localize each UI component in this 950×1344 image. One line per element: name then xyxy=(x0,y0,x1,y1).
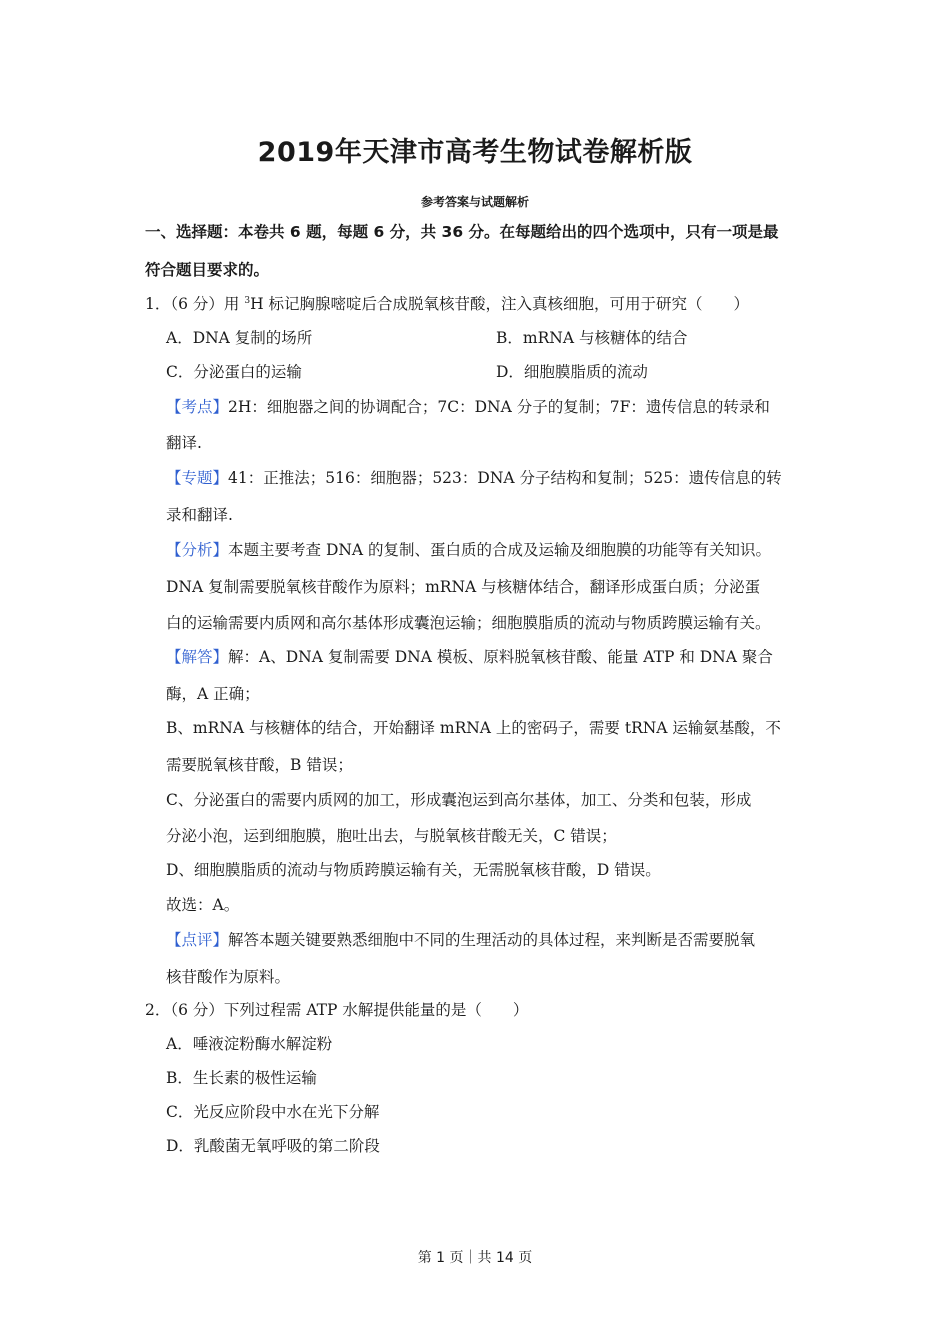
q1-zhuanti xyxy=(166,468,782,488)
zhuanti-text-1: 41：正推法；516：细胞器；523：DNA 分子结构和复制；525：遗传信息的转 xyxy=(228,469,782,487)
q1-fenxi xyxy=(166,540,771,560)
q1-jieda-5: C、分泌蛋白的需要内质网的加工，形成囊泡运到高尔基体，加工、分类和包装，形成 xyxy=(166,791,752,809)
dianping-tag: 【点评】 xyxy=(166,931,229,949)
q1-jieda-3: B、mRNA 与核糖体的结合，开始翻译 mRNA 上的密码子，需要 tRNA 运输氨基酸，不 xyxy=(166,719,781,737)
q1-jieda-4: 需要脱氧核苷酸，B 错误； xyxy=(166,756,353,774)
fenxi-text-1: 本题主要考查 DNA 的复制、蛋白质的合成及运输及细胞膜的功能等有关知识。 xyxy=(228,541,772,559)
dianping-text-1: 解答本题关键要熟悉细胞中不同的生理活动的具体过程，来判断是否需要脱氧 xyxy=(228,931,756,949)
fenxi-tag: 【分析】 xyxy=(166,541,229,559)
q2-option-c: C．光反应阶段中水在光下分解 xyxy=(166,1103,380,1121)
section-heading-line1: 一、选择题：本卷共 6 题，每题 6 分，共 36 分。在每题给出的四个选项中，只有一项是最 xyxy=(145,223,779,241)
page-subtitle: 参考答案与试题解析 xyxy=(420,195,529,209)
q1-dianping xyxy=(166,930,755,950)
q1-jieda-7: D、细胞膜脂质的流动与物质跨膜运输有关，无需脱氧核苷酸，D 错误。 xyxy=(166,861,661,879)
q1-dianping-2: 核苷酸作为原料。 xyxy=(166,968,291,986)
q1-stem xyxy=(145,294,749,314)
q2-stem: 2．（6 分）下列过程需 ATP 水解提供能量的是（ ） xyxy=(145,1001,529,1019)
jieda-text-1: 解：A、DNA 复制需要 DNA 模板、原料脱氧核苷酸、能量 ATP 和 DNA 聚合 xyxy=(228,648,773,666)
q1-option-b: B．mRNA 与核糖体的结合 xyxy=(496,329,688,347)
q2-option-b: B．生长素的极性运输 xyxy=(166,1069,317,1087)
q1-option-a: A．DNA 复制的场所 xyxy=(166,329,313,347)
jieda-tag: 【解答】 xyxy=(166,648,229,666)
q1-fenxi-3: 白的运输需要内质网和高尔基体形成囊泡运输；细胞膜脂质的流动与物质跨膜运输有关。 xyxy=(166,614,771,632)
page-title: 2019年天津市高考生物试卷解析版 xyxy=(257,137,693,168)
q2-option-a: A．唾液淀粉酶水解淀粉 xyxy=(166,1035,333,1053)
q1-superscript: 3 xyxy=(244,296,251,306)
q1-jieda xyxy=(166,647,773,667)
q1-kaodian-cont: 翻译. xyxy=(166,434,202,452)
q1-option-d: D．细胞膜脂质的流动 xyxy=(496,363,648,381)
kaodian-text-1: 2H：细胞器之间的协调配合；7C：DNA 分子的复制；7F：遗传信息的转录和 xyxy=(228,398,770,416)
q1-jieda-6: 分泌小泡，运到细胞膜，胞吐出去，与脱氧核苷酸无关，C 错误； xyxy=(166,827,617,845)
q1-jieda-8: 故选：A。 xyxy=(166,896,240,914)
q1-kaodian xyxy=(166,397,770,417)
page-footer: 第 1 页｜共 14 页 xyxy=(417,1250,533,1266)
q1-jieda-2: 酶，A 正确； xyxy=(166,685,260,703)
kaodian-tag: 【考点】 xyxy=(166,398,229,416)
q1-stem-suffix: H 标记胸腺嘧啶后合成脱氧核苷酸，注入真核细胞，可用于研究（ ） xyxy=(250,295,750,313)
q1-option-c: C．分泌蛋白的运输 xyxy=(166,363,302,381)
q1-fenxi-2: DNA 复制需要脱氧核苷酸作为原料；mRNA 与核糖体结合，翻译形成蛋白质；分泌蛋 xyxy=(166,578,761,596)
q1-zhuanti-cont: 录和翻译. xyxy=(166,506,233,524)
zhuanti-tag: 【专题】 xyxy=(166,469,229,487)
q1-stem-prefix: 1．（6 分）用 xyxy=(145,295,245,313)
q2-option-d: D．乳酸菌无氧呼吸的第二阶段 xyxy=(166,1137,380,1155)
section-heading-line2: 符合题目要求的。 xyxy=(145,261,270,279)
